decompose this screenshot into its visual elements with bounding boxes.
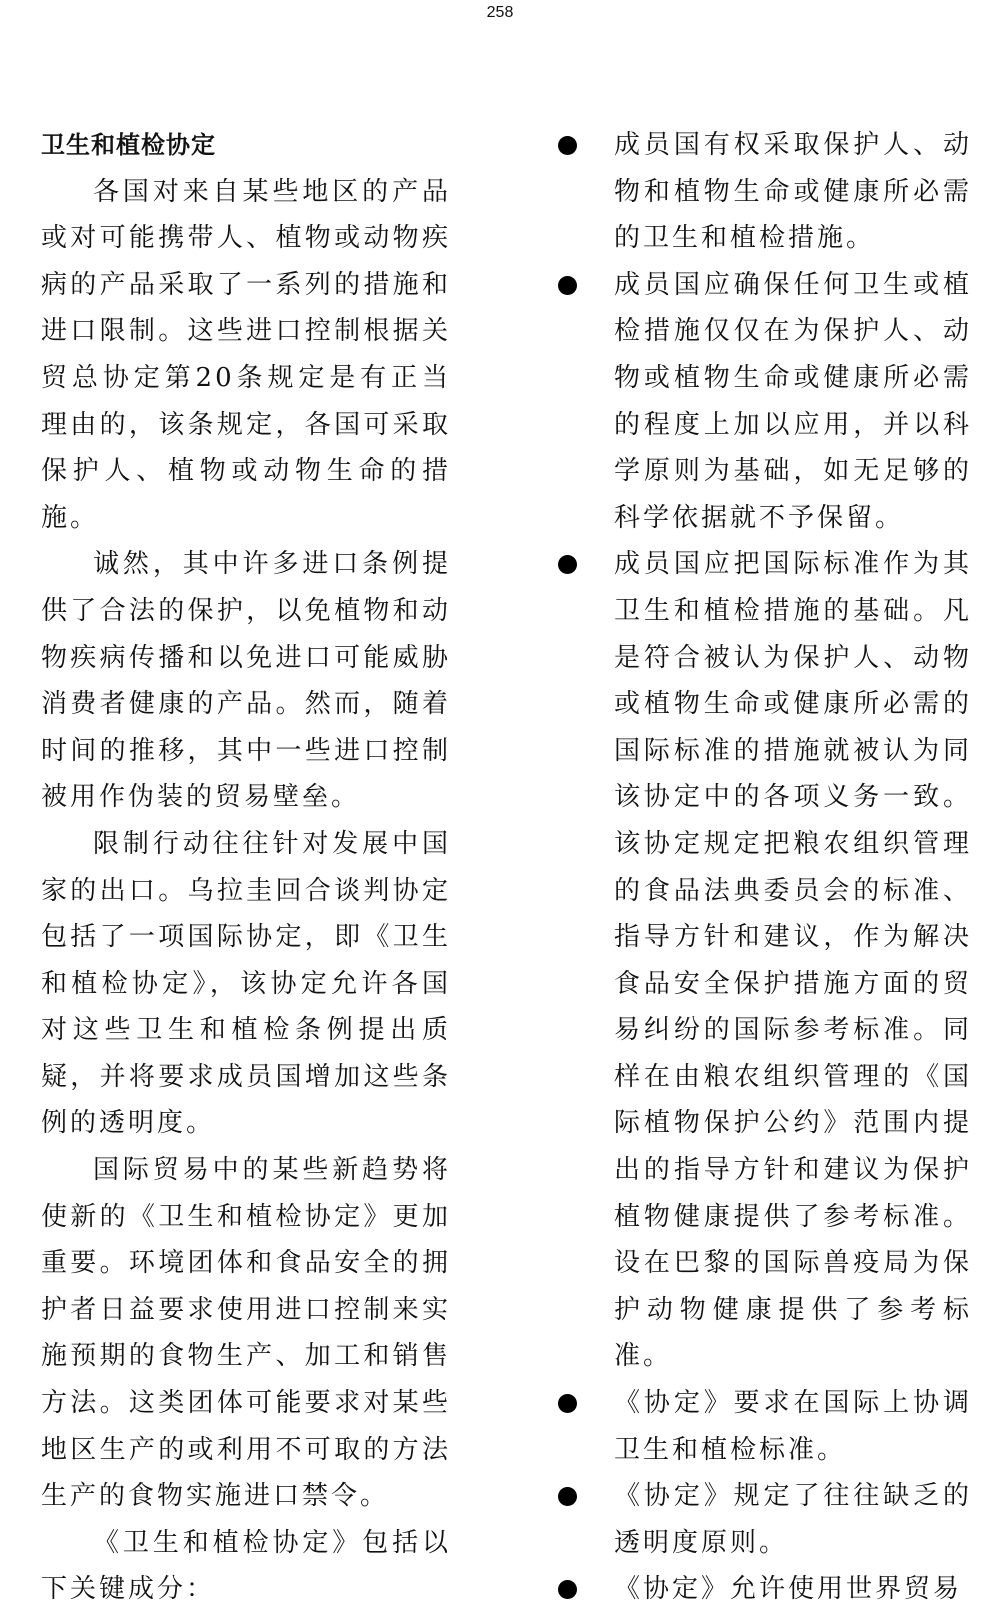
list-item (552, 262, 972, 542)
list-item (552, 1380, 972, 1473)
bullet-text: 成员国有权采取保护人、动物和植物生命或健康所必需的卫生和植检措施。 (614, 130, 972, 254)
bullet-dot-icon (558, 1487, 577, 1506)
bullet-list (552, 122, 972, 1613)
bullet-dot-icon (558, 1394, 577, 1413)
left-column (41, 122, 451, 1613)
bullet-dot-icon (558, 136, 577, 155)
bullet-text: 成员国应确保任何卫生或植检措施仅仅在为保护人、动物或植物生命或健康所必需的程度上加以应用，并以科学原则为基础，如无足够的科学依据就不予保留。 (614, 269, 972, 533)
paragraph: 限制行动往往针对发展中国家的出口。乌拉圭回合谈判协定包括了一项国际协定，即《卫生和植检协定》，该协定允许各国对这些卫生和植检条例提出质疑，并将要求成员国增加这些条例的透明度。 (41, 828, 451, 1139)
list-item (552, 1473, 972, 1566)
list-item (552, 1566, 972, 1613)
right-column (552, 122, 972, 1613)
bullet-dot-icon (558, 1580, 577, 1599)
section-heading: 卫生和植检协定 (41, 131, 216, 159)
list-item (552, 122, 972, 262)
bullet-text: 《协定》允许使用世界贸易 (614, 1574, 963, 1605)
bullet-text: 《协定》要求在国际上协调卫生和植检标准。 (614, 1388, 972, 1465)
list-item (552, 541, 972, 1380)
paragraph: 国际贸易中的某些新趋势将使新的《卫生和植检协定》更加重要。环境团体和食品安全的拥护者日益要求使用进口控制来实施预期的食物生产、加工和销售方法。这类团体可能要求对某些地区生产的或利用不可取的方法生产的食物实施进口禁令。 (41, 1155, 451, 1512)
paragraph: 各国对来自某些地区的产品或对可能携带人、植物或动物疾病的产品采取了一系列的措施和进口限制。这些进口控制根据关贸总协定第20条规定是有正当理由的，该条规定，各国可采取保护人、植物或动物生命的措施。 (41, 176, 451, 533)
paragraph: 诚然，其中许多进口条例提供了合法的保护，以免植物和动物疾病传播和以免进口可能威胁消费者健康的产品。然而，随着时间的推移，其中一些进口控制被用作伪装的贸易壁垒。 (41, 549, 451, 813)
paragraph: 《卫生和植检协定》包括以下关键成分： (41, 1527, 451, 1605)
bullet-text: 成员国应把国际标准作为其卫生和植检措施的基础。凡是符合被认为保护人、动物或植物生命或健康所必需的国际标准的措施就被认为同该协定中的各项义务一致。该协定规定把粮农组织管理的食品法典委员会的标准、指导方针和建议，作为解决食品安全保护措施方面的贸易纠纷的国际参考标准。同样在由粮农组织管理的《国际植物保护公约》范围内提出的指导方针和建议为保护植物健康提供了参考标准。设在巴黎的国际兽疫局为保护动物健康提供了参考标准。 (614, 549, 972, 1372)
bullet-dot-icon (558, 555, 577, 574)
page-number: 258 (486, 4, 514, 21)
bullet-text: 《协定》规定了往往缺乏的透明度原则。 (614, 1481, 972, 1558)
bullet-dot-icon (558, 276, 577, 295)
